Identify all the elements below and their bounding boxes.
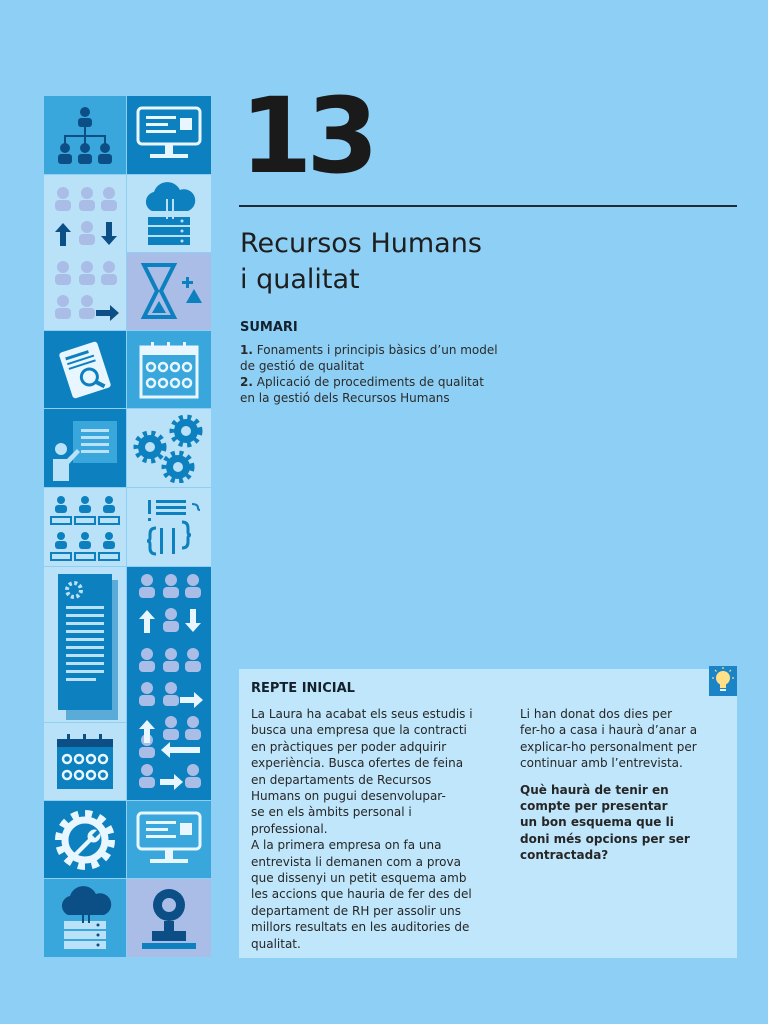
report-document-tile — [44, 567, 126, 722]
webcam-icon — [136, 883, 202, 953]
title-rule — [239, 205, 737, 207]
body-line: experiència. Busca ofertes de feina — [251, 756, 464, 771]
calendar-icon — [53, 731, 117, 793]
body-line: La Laura ha acabat els seus estudis i — [251, 707, 473, 721]
body-line: A la primera empresa on fa una — [251, 838, 442, 853]
cloud-server-tile-2 — [44, 879, 126, 957]
item-number: 2. — [240, 375, 253, 389]
people-flow-icon — [131, 570, 207, 798]
body-line: Humans on pugui desenvolupar- — [251, 789, 446, 804]
body-line: busca una empresa que la contracti — [251, 723, 467, 738]
body-line: departament de RH per assolir uns — [251, 903, 461, 918]
item-text: Fonaments i principis bàsics d’un model — [256, 343, 498, 357]
chapter-title-line: Recursos Humans — [240, 228, 482, 259]
cloud-server-icon — [54, 885, 116, 951]
body-line: qualitat. — [251, 936, 301, 951]
body-line: Li han donat dos dies per — [520, 707, 673, 721]
list-item — [240, 374, 530, 406]
question-line: compte per presentar — [520, 799, 668, 814]
body-line: professional. — [251, 821, 328, 836]
monitor-icon — [132, 807, 206, 873]
body-line: explicar-ho personalment per — [520, 739, 697, 754]
monitor-icon — [132, 102, 206, 168]
sumari-heading: SUMARI — [240, 320, 298, 335]
monitor-tile — [127, 96, 211, 174]
report-document-icon — [50, 570, 120, 720]
chapter-title — [240, 226, 482, 298]
org-chart-icon — [52, 102, 118, 168]
hourglass-shapes-icon — [134, 259, 204, 325]
people-grid-icon — [47, 492, 123, 562]
body-line: fer-ho a casa i haurà d’anar a — [520, 723, 698, 738]
item-text: Aplicació de procediments de qualitat — [256, 375, 484, 389]
cloud-server-icon — [138, 181, 200, 247]
body-line: se en els àmbits personal i — [251, 805, 412, 820]
body-line: entrevista li demanen com a prova — [251, 854, 461, 869]
list-item — [240, 342, 530, 374]
presenter-icon — [49, 415, 121, 481]
body-line: que dissenyi un petit esquema amb — [251, 871, 467, 886]
item-text: de gestió de qualitat — [240, 359, 365, 373]
document-magnifier-icon — [51, 338, 119, 402]
body-line: continuar amb l’entrevista. — [520, 756, 683, 771]
people-flow-tile — [127, 567, 211, 800]
lightbulb-icon — [709, 666, 737, 696]
chapter-number: 13 — [240, 75, 373, 197]
presenter-tile — [44, 409, 126, 487]
code-list-icon — [134, 492, 204, 562]
code-list-tile — [127, 488, 211, 566]
wrench-gear-tile — [44, 801, 126, 878]
people-grid-tile — [44, 488, 126, 566]
question-line: contractada? — [520, 848, 609, 863]
people-transfer-icon — [47, 183, 123, 323]
question-line: Què haurà de tenir en — [520, 782, 669, 797]
question-line: un bon esquema que li — [520, 815, 674, 830]
chapter-title-line: i qualitat — [240, 264, 360, 295]
calendar-icon — [137, 339, 201, 401]
webcam-tile — [127, 879, 211, 957]
question-line: doni més opcions per ser — [520, 831, 690, 846]
repte-heading: REPTE INICIAL — [251, 681, 355, 696]
gears-icon — [132, 413, 206, 483]
monitor-tile-2 — [127, 801, 211, 878]
calendar-tile-2 — [44, 723, 126, 800]
item-text: en la gestió dels Recursos Humans — [240, 391, 450, 405]
body-line: millors resultats en les auditories de — [251, 920, 470, 935]
people-transfer-tile — [44, 175, 126, 330]
body-line: en pràctiques per poder adquirir — [251, 739, 447, 754]
repte-body-left — [251, 706, 496, 952]
repte-question — [520, 782, 720, 864]
repte-body-right — [520, 706, 720, 864]
body-line: les accions que hauria de fer des del — [251, 887, 472, 902]
document-magnifier-tile — [44, 331, 126, 408]
item-number: 1. — [240, 343, 253, 357]
sumari-list — [240, 342, 530, 406]
org-chart-tile — [44, 96, 126, 174]
cloud-server-tile — [127, 175, 211, 252]
wrench-gear-icon — [52, 807, 118, 873]
hourglass-tile — [127, 253, 211, 330]
body-line: en departaments de Recursos — [251, 772, 432, 787]
calendar-tile — [127, 331, 211, 408]
gears-tile — [127, 409, 211, 487]
